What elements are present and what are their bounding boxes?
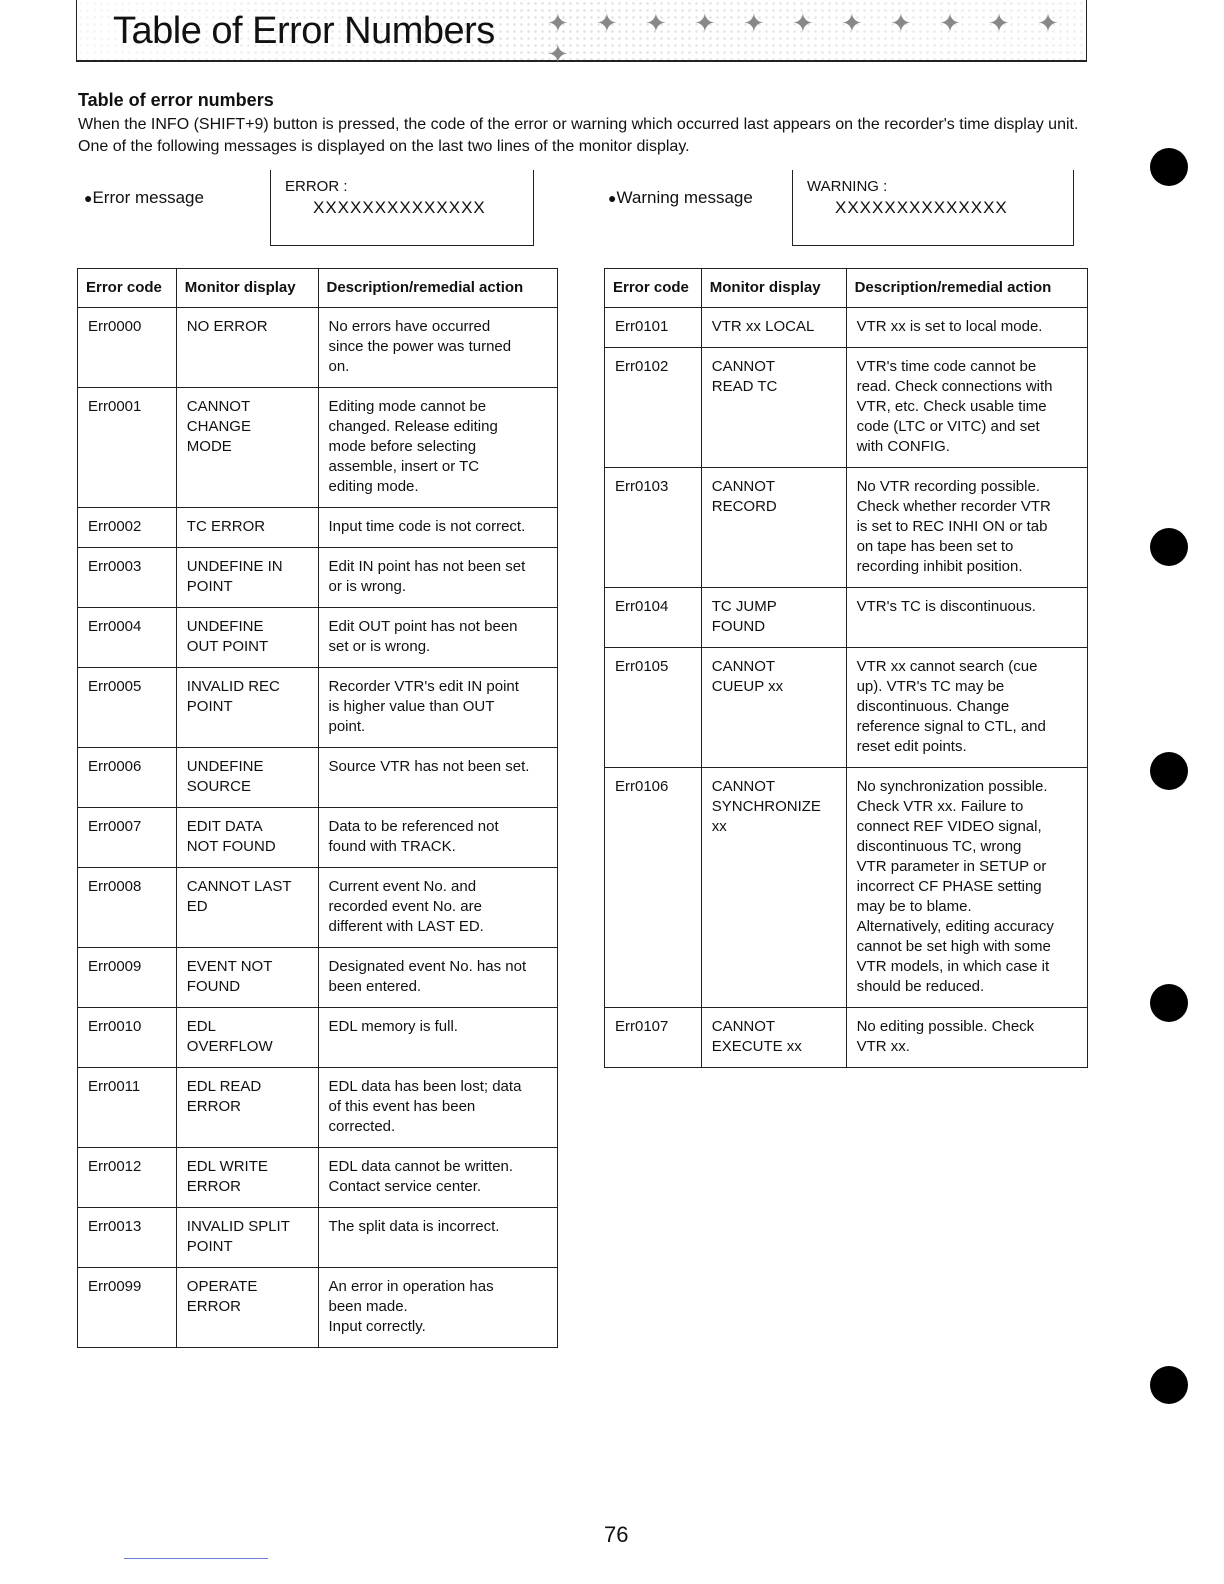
table-row — [78, 1068, 558, 1148]
description-cell-line: Source VTR has not been set. — [328, 758, 530, 775]
description-cell-line: is higher value than OUT — [328, 698, 495, 715]
monitor-display-cell-line: POINT — [186, 1238, 233, 1255]
error-code-cell-line: Err0005 — [88, 678, 142, 695]
monitor-display-cell-line: EDL — [186, 1018, 216, 1035]
description-cell-line: point. — [328, 718, 366, 735]
table-row — [78, 508, 558, 548]
monitor-display-cell-line: ERROR — [186, 1178, 241, 1195]
warning-message-value: XXXXXXXXXXXXXX — [835, 198, 1008, 217]
error-code-cell — [78, 808, 177, 868]
monitor-display-cell — [176, 548, 318, 608]
description-cell-line: read. Check connections with — [856, 378, 1053, 395]
monitor-display-cell — [701, 1008, 846, 1068]
monitor-display-cell — [176, 388, 318, 508]
table-row — [78, 1008, 558, 1068]
monitor-display-cell-line: CANNOT — [711, 478, 776, 495]
description-cell-line: connect REF VIDEO signal, — [856, 818, 1042, 835]
error-code-cell — [78, 308, 177, 388]
monitor-display-cell — [176, 308, 318, 388]
monitor-display-cell — [701, 348, 846, 468]
description-cell — [318, 308, 558, 388]
description-cell-line: VTR's TC is discontinuous. — [856, 598, 1036, 615]
description-cell-line: on. — [328, 358, 350, 375]
intro-paragraph: When the INFO (SHIFT+9) button is pressed, the code of the error or warning which occurred last appears on the recorder's time display unit. One of the following messages is displayed on the last two lines of the monitor display. — [78, 116, 1079, 155]
description-cell — [318, 1208, 558, 1268]
table-row — [78, 808, 558, 868]
description-cell — [318, 1008, 558, 1068]
table-header-row — [605, 269, 1088, 308]
table-row — [605, 588, 1088, 648]
error-code-cell-line: Err0012 — [88, 1158, 142, 1175]
description-cell — [846, 768, 1087, 1008]
error-code-cell-line: Err0008 — [88, 878, 142, 895]
monitor-display-cell-line: SYNCHRONIZE — [711, 798, 821, 815]
description-cell-line: Edit IN point has not been set — [328, 558, 526, 575]
error-message-box — [270, 170, 534, 246]
monitor-display-cell-line: INVALID SPLIT — [186, 1218, 290, 1235]
monitor-display-cell-line: UNDEFINE — [186, 758, 264, 775]
monitor-display-cell — [176, 1268, 318, 1348]
error-code-cell — [78, 608, 177, 668]
monitor-display-cell-line: OVERFLOW — [186, 1038, 273, 1055]
description-cell-line: is set to REC INHI ON or tab — [856, 518, 1048, 535]
description-cell-line: with CONFIG. — [856, 438, 950, 455]
description-cell-line: Check whether recorder VTR — [856, 498, 1051, 515]
monitor-display-cell-line: CANNOT — [711, 778, 776, 795]
error-code-cell — [605, 468, 702, 588]
description-cell-line: Recorder VTR's edit IN point — [328, 678, 519, 695]
monitor-display-cell-line: EVENT NOT — [186, 958, 273, 975]
description-cell-line: VTR parameter in SETUP or — [856, 858, 1047, 875]
description-cell — [846, 468, 1087, 588]
error-code-cell-line: Err0103 — [615, 478, 669, 495]
description-cell-line: been entered. — [328, 978, 422, 995]
monitor-display-cell-line: VTR xx LOCAL — [711, 318, 815, 335]
error-code-cell-line: Err0105 — [615, 658, 669, 675]
description-cell-line: EDL data cannot be written. — [328, 1158, 514, 1175]
description-cell-line: VTR xx is set to local mode. — [856, 318, 1043, 335]
monitor-display-cell — [176, 1208, 318, 1268]
monitor-display-cell — [176, 608, 318, 668]
description-cell — [846, 348, 1087, 468]
description-cell-line: reset edit points. — [856, 738, 967, 755]
description-cell-line: up). VTR's TC may be — [856, 678, 1005, 695]
monitor-display-cell-line: CANNOT — [711, 658, 776, 675]
error-code-cell-line: Err0000 — [88, 318, 142, 335]
monitor-display-cell-line: EXECUTE xx — [711, 1038, 802, 1055]
error-table-right — [604, 268, 1088, 1068]
table-row — [78, 1208, 558, 1268]
description-cell-line: may be to blame. — [856, 898, 972, 915]
monitor-display-cell-line: INVALID REC — [186, 678, 280, 695]
monitor-display-cell — [701, 588, 846, 648]
description-cell — [318, 948, 558, 1008]
description-cell-line: Designated event No. has not — [328, 958, 527, 975]
error-code-cell-line: Err0107 — [615, 1018, 669, 1035]
description-cell-line: corrected. — [328, 1118, 396, 1135]
header-monitor-display: Monitor display — [176, 269, 318, 308]
monitor-display-cell-line: POINT — [186, 578, 233, 595]
table-row — [605, 468, 1088, 588]
warning-message-label: ●Warning message — [608, 188, 753, 207]
description-cell-line: Current event No. and — [328, 878, 477, 895]
error-code-cell-line: Err0102 — [615, 358, 669, 375]
monitor-display-cell-line: ED — [186, 898, 208, 915]
monitor-display-cell-line: NO ERROR — [186, 318, 268, 335]
description-cell-line: VTR xx. — [856, 1038, 910, 1055]
error-code-cell — [605, 348, 702, 468]
error-code-cell — [78, 548, 177, 608]
header-monitor-display: Monitor display — [701, 269, 846, 308]
description-cell-line: discontinuous. Change — [856, 698, 1010, 715]
monitor-display-cell — [176, 508, 318, 548]
monitor-display-cell-line: CANNOT LAST — [186, 878, 292, 895]
monitor-display-cell-line: NOT FOUND — [186, 838, 276, 855]
description-cell — [318, 388, 558, 508]
table-row — [78, 388, 558, 508]
header-description: Description/remedial action — [846, 269, 1087, 308]
description-cell-line: VTR xx cannot search (cue — [856, 658, 1038, 675]
header-error-code: Error code — [78, 269, 177, 308]
monitor-display-cell — [176, 1008, 318, 1068]
monitor-display-cell-line: POINT — [186, 698, 233, 715]
description-cell-line: discontinuous TC, wrong — [856, 838, 1022, 855]
error-code-cell-line: Err0009 — [88, 958, 142, 975]
bullet-icon: ● — [84, 190, 93, 206]
monitor-display-cell-line: EDL READ — [186, 1078, 262, 1095]
description-cell-line: of this event has been — [328, 1098, 476, 1115]
error-code-cell-line: Err0003 — [88, 558, 142, 575]
table-row — [78, 868, 558, 948]
monitor-display-cell — [176, 1148, 318, 1208]
description-cell-line: mode before selecting — [328, 438, 477, 455]
error-table-left — [77, 268, 558, 1348]
description-cell-line: The split data is incorrect. — [328, 1218, 500, 1235]
monitor-display-cell — [701, 468, 846, 588]
table-row — [78, 308, 558, 388]
description-cell-line: editing mode. — [328, 478, 419, 495]
description-cell — [318, 548, 558, 608]
monitor-display-cell-line: EDL WRITE — [186, 1158, 268, 1175]
error-message-label: ●Error message — [84, 188, 204, 207]
description-cell-line: Data to be referenced not — [328, 818, 499, 835]
description-cell — [846, 308, 1087, 348]
description-cell-line: recorded event No. are — [328, 898, 482, 915]
description-cell-line: Editing mode cannot be — [328, 398, 487, 415]
error-code-cell — [605, 648, 702, 768]
error-code-cell — [605, 768, 702, 1008]
error-code-cell — [78, 1208, 177, 1268]
description-cell-line: EDL memory is full. — [328, 1018, 458, 1035]
monitor-display-cell-line: UNDEFINE IN — [186, 558, 283, 575]
table-row — [605, 348, 1088, 468]
table-row — [78, 748, 558, 808]
monitor-display-cell-line: EDIT DATA — [186, 818, 263, 835]
monitor-display-cell-line: FOUND — [186, 978, 241, 995]
description-cell-line: EDL data has been lost; data — [328, 1078, 522, 1095]
description-cell — [318, 868, 558, 948]
monitor-display-cell — [701, 308, 846, 348]
header-description: Description/remedial action — [318, 269, 558, 308]
description-cell-line: Alternatively, editing accuracy — [856, 918, 1054, 935]
description-cell-line: set or is wrong. — [328, 638, 431, 655]
monitor-display-cell-line: OUT POINT — [186, 638, 269, 655]
description-cell-line: code (LTC or VITC) and set — [856, 418, 1040, 435]
monitor-display-cell-line: ERROR — [186, 1098, 241, 1115]
error-message-value: XXXXXXXXXXXXXX — [313, 198, 486, 217]
description-cell — [318, 608, 558, 668]
description-cell-line: VTR models, in which case it — [856, 958, 1050, 975]
description-cell-line: Input time code is not correct. — [328, 518, 526, 535]
error-code-cell-line: Err0002 — [88, 518, 142, 535]
monitor-display-cell — [176, 868, 318, 948]
table-row — [78, 1148, 558, 1208]
table-header-row — [78, 269, 558, 308]
error-code-cell — [78, 868, 177, 948]
monitor-display-cell — [701, 768, 846, 1008]
description-cell-line: VTR's time code cannot be — [856, 358, 1037, 375]
description-cell-line: incorrect CF PHASE setting — [856, 878, 1042, 895]
error-code-cell-line: Err0099 — [88, 1278, 142, 1295]
bullet-icon: ● — [608, 190, 617, 206]
error-code-cell — [78, 1068, 177, 1148]
banner-title: Table of Error Numbers — [113, 10, 495, 52]
margin-tab-dot — [1150, 528, 1188, 566]
table-row — [605, 308, 1088, 348]
error-message-head: ERROR : — [285, 178, 348, 195]
description-cell-line: Contact service center. — [328, 1178, 482, 1195]
margin-tab-dot — [1150, 984, 1188, 1022]
table-row — [78, 1268, 558, 1348]
description-cell-line: reference signal to CTL, and — [856, 718, 1046, 735]
table-row — [78, 668, 558, 748]
description-cell-line: recording inhibit position. — [856, 558, 1023, 575]
description-cell — [846, 588, 1087, 648]
error-code-cell — [78, 948, 177, 1008]
monitor-display-cell — [701, 648, 846, 768]
error-code-cell — [78, 1268, 177, 1348]
error-code-cell — [78, 668, 177, 748]
monitor-display-cell-line: ERROR — [186, 1298, 241, 1315]
error-code-cell-line: Err0010 — [88, 1018, 142, 1035]
description-cell-line: or is wrong. — [328, 578, 407, 595]
description-cell-line: No editing possible. Check — [856, 1018, 1035, 1035]
monitor-display-cell-line: CHANGE — [186, 418, 251, 435]
description-cell-line: found with TRACK. — [328, 838, 456, 855]
monitor-display-cell-line: CUEUP xx — [711, 678, 784, 695]
description-cell-line: Input correctly. — [328, 1318, 426, 1335]
monitor-display-cell-line: xx — [711, 818, 727, 835]
description-cell-line: been made. — [328, 1298, 408, 1315]
monitor-display-cell — [176, 668, 318, 748]
margin-tab-dot — [1150, 752, 1188, 790]
description-cell-line: No synchronization possible. — [856, 778, 1048, 795]
error-code-cell-line: Err0007 — [88, 818, 142, 835]
description-cell — [846, 1008, 1087, 1068]
page-banner — [76, 0, 1087, 69]
error-code-cell-line: Err0006 — [88, 758, 142, 775]
monitor-display-cell-line: READ TC — [711, 378, 778, 395]
error-code-cell — [78, 1148, 177, 1208]
monitor-display-cell — [176, 1068, 318, 1148]
description-cell — [318, 668, 558, 748]
description-cell — [318, 1268, 558, 1348]
footer-rule — [124, 1558, 268, 1559]
margin-tab-dot — [1150, 148, 1188, 186]
error-code-cell — [78, 748, 177, 808]
monitor-display-cell-line: RECORD — [711, 498, 777, 515]
description-cell-line: on tape has been set to — [856, 538, 1014, 555]
description-cell-line: cannot be set high with some — [856, 938, 1051, 955]
header-error-code: Error code — [605, 269, 702, 308]
monitor-display-cell-line: CANNOT — [711, 358, 776, 375]
error-code-cell — [78, 508, 177, 548]
error-code-cell-line: Err0011 — [88, 1078, 141, 1095]
description-cell-line: VTR, etc. Check usable time — [856, 398, 1047, 415]
page-number: 76 — [604, 1522, 629, 1547]
description-cell-line: should be reduced. — [856, 978, 985, 995]
description-cell-line: Check VTR xx. Failure to — [856, 798, 1024, 815]
error-code-cell — [605, 1008, 702, 1068]
error-code-cell-line: Err0101 — [615, 318, 669, 335]
monitor-display-cell — [176, 808, 318, 868]
description-cell — [318, 508, 558, 548]
error-code-cell-line: Err0004 — [88, 618, 142, 635]
description-cell-line: changed. Release editing — [328, 418, 498, 435]
error-code-cell-line: Err0013 — [88, 1218, 142, 1235]
description-cell — [318, 1068, 558, 1148]
error-code-cell-line: Err0106 — [615, 778, 669, 795]
banner-decoration: ✦ ✦ ✦ ✦ ✦ ✦ ✦ ✦ ✦ ✦ ✦ ✦ — [547, 8, 1069, 69]
table-row — [605, 648, 1088, 768]
table-row — [78, 608, 558, 668]
description-cell-line: Edit OUT point has not been — [328, 618, 518, 635]
table-row — [605, 768, 1088, 1008]
monitor-display-cell-line: TC JUMP — [711, 598, 777, 615]
monitor-display-cell-line: FOUND — [711, 618, 766, 635]
monitor-display-cell-line: TC ERROR — [186, 518, 266, 535]
description-cell-line: No errors have occurred — [328, 318, 491, 335]
description-cell — [318, 1148, 558, 1208]
error-code-cell-line: Err0104 — [615, 598, 669, 615]
description-cell-line: No VTR recording possible. — [856, 478, 1040, 495]
description-cell — [846, 648, 1087, 768]
description-cell-line: since the power was turned — [328, 338, 512, 355]
table-row — [78, 548, 558, 608]
section-title: Table of error numbers — [78, 90, 274, 110]
monitor-display-cell-line: SOURCE — [186, 778, 251, 795]
description-cell — [318, 808, 558, 868]
monitor-display-cell — [176, 748, 318, 808]
error-code-cell-line: Err0001 — [88, 398, 142, 415]
warning-message-box — [792, 170, 1074, 246]
table-row — [605, 1008, 1088, 1068]
margin-tab-dot — [1150, 1366, 1188, 1404]
description-cell-line: An error in operation has — [328, 1278, 494, 1295]
monitor-display-cell-line: OPERATE — [186, 1278, 258, 1295]
table-row — [78, 948, 558, 1008]
error-code-cell — [78, 388, 177, 508]
monitor-display-cell-line: CANNOT — [711, 1018, 776, 1035]
error-code-cell — [605, 308, 702, 348]
error-code-cell — [78, 1008, 177, 1068]
description-cell-line: assemble, insert or TC — [328, 458, 480, 475]
monitor-display-cell-line: CANNOT — [186, 398, 251, 415]
monitor-display-cell-line: MODE — [186, 438, 232, 455]
description-cell — [318, 748, 558, 808]
monitor-display-cell-line: UNDEFINE — [186, 618, 264, 635]
monitor-display-cell — [176, 948, 318, 1008]
description-cell-line: different with LAST ED. — [328, 918, 484, 935]
warning-message-head: WARNING : — [807, 178, 888, 195]
error-code-cell — [605, 588, 702, 648]
